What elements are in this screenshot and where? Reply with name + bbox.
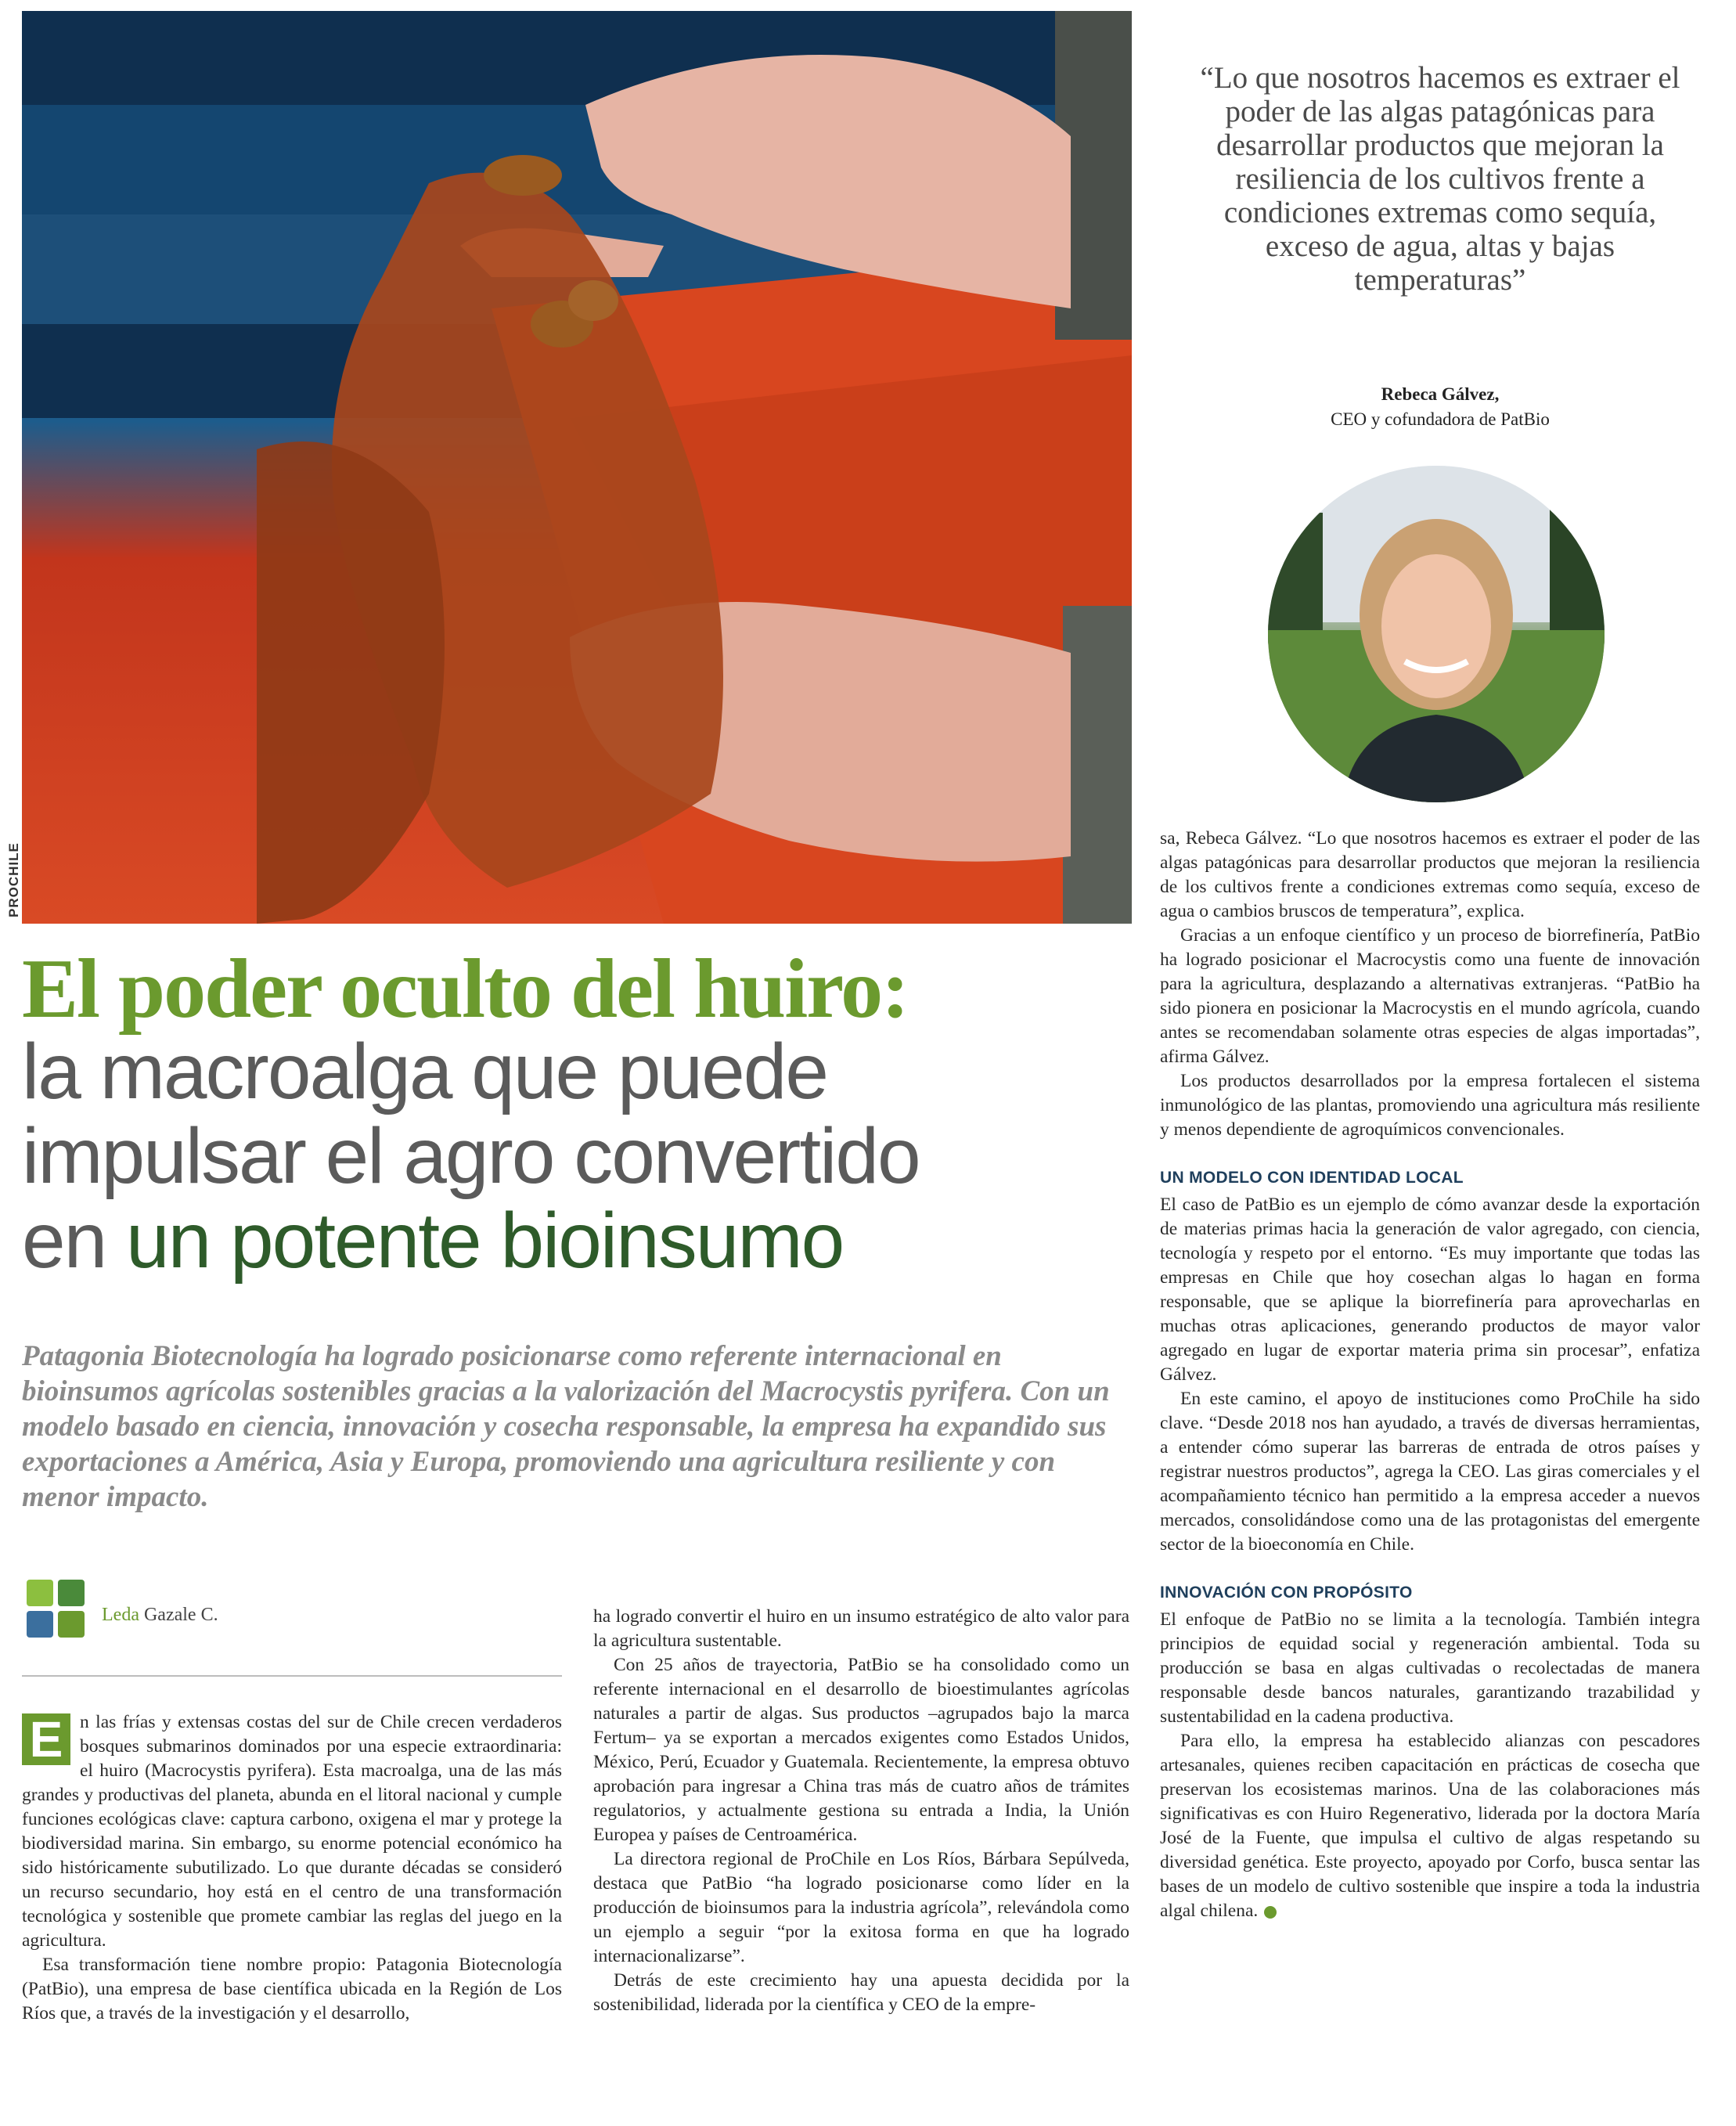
logo-square-icon [27, 1580, 53, 1606]
paragraph: Gracias a un enfoque científico y un proceso de biorrefinería, PatBio ha logrado posicionar el Macrocystis como una fuente de innovación para la agricultura, desplazando a alternativas extranjeras. “PatBio ha sido pionera en posicionar la Macrocystis en el mundo agrícola, cuando antes se recomendaban solamente otras especies de algas importadas”, afirma Gálvez. [1160, 925, 1700, 1067]
byline [102, 1605, 218, 1626]
paragraph: El enfoque de PatBio no se limita a la tecnología. También integra principios de equidad social y regeneración ambiental. Toda su producción se basa en algas cultivadas o recolectadas de manera responsable desde bancos naturales, garantizando trazabilidad y sustentabilidad en la cadena productiva. [1160, 1609, 1700, 1727]
portrait-illustration [1268, 466, 1605, 802]
paragraph-text: n las frías y extensas costas del sur de Chile crecen verdaderos bosques submarinos dominados por una especie extraordinaria: el huiro (Macrocystis pyrifera). Esta macroalga, una de las más grandes y productivas del planeta, abunda en el litoral nacional y cumple funciones ecológicas clave: captura carbono, oxigena el mar y protege la biodiversidad marina. Sin embargo, su enorme potencial económico ha sido históricamente subutilizado. Lo que durante décadas se consideró un recurso secundario, hoy está en el centro de una transformación tecnológica y sostenible que promete cambiar las reglas del juego en la agricultura. [22, 1712, 562, 1951]
dropcap: E [22, 1713, 70, 1765]
hero-photo [22, 11, 1132, 924]
headline-line-b: impulsar el agro convertido [22, 1112, 920, 1200]
byline-last: Gazale C. [143, 1605, 218, 1625]
headline-kicker: El poder oculto del huiro: [22, 942, 909, 1036]
logo-square-icon [58, 1611, 85, 1638]
paragraph: sa, Rebeca Gálvez. “Lo que nosotros hacemos es extraer el poder de las algas patagónicas para desarrollar productos que mejoran la resiliencia de los cultivos frente a condiciones extremas como sequía, exceso de agua o cambios bruscos de temperatura”, explica. [1160, 828, 1700, 921]
photo-credit: PROCHILE [6, 842, 21, 917]
quote-attribution [1182, 382, 1698, 432]
subheading: INNOVACIÓN CON PROPÓSITO [1160, 1584, 1413, 1602]
divider [22, 1675, 562, 1677]
pull-quote: “Lo que nosotros hacemos es extraer el poder de las algas patagónicas para desarrollar productos que mejoran la resiliencia de los cultivos frente a condiciones extremas como sequía, exceso de agua, altas y bajas temperaturas” [1200, 61, 1680, 297]
subheading: UN MODELO CON IDENTIDAD LOCAL [1160, 1169, 1464, 1187]
logo-square-icon [58, 1580, 85, 1606]
paragraph: La directora regional de ProChile en Los Ríos, Bárbara Sepúlveda, destaca que PatBio “ha logrado posicionarse como líder en la producción de bioinsumos para la industria agrícola”, relevándola como un ejemplo a seguir “por la exitosa forma en que ha logrado internacionalizarse”. [593, 1849, 1129, 1966]
section-logo-icon [27, 1580, 86, 1639]
paragraph: ha logrado convertir el huiro en un insumo estratégico de alto valor para la agricultura sustentable. [593, 1606, 1129, 1651]
paragraph-text: Para ello, la empresa ha establecido alianzas con pescadores artesanales, quienes reciben capacitación en prácticas de cosecha que preservan los ecosistemas marinos. Una de las colaboraciones más significativas es con Huiro Regenerativo, liderada por la doctora María José de la Fuente, que impulsa el cultivo de algas respetando su diversidad genética. Este proyecto, apoyado por Corfo, busca sentar las bases de un modelo de cultivo sostenible que inspire a toda la industria algal chilena. [1160, 1731, 1700, 1921]
quote-name: Rebeca Gálvez, [1381, 384, 1500, 404]
seaweed-hands-illustration [22, 11, 1132, 924]
paragraph: El caso de PatBio es un ejemplo de cómo avanzar desde la exportación de materias primas hacia la generación de valor agregado, con ciencia, tecnología y respeto por el entorno. “Es muy importante que todas las empresas en Chile que hoy cosechan algas lo hagan en forma responsable, que se aplique la biorrefinería para aprovecharlas en muchas otras aplicaciones, generando productos de mayor valor agregado en lugar de exportar materia prima sin procesar”, enfatiza Gálvez. [1160, 1195, 1700, 1385]
headline-highlight: un potente bioinsumo [126, 1197, 844, 1285]
body-column-2 [593, 1605, 1129, 2017]
quote-role: CEO y cofundadora de PatBio [1331, 409, 1550, 429]
lede: Patagonia Biotecnología ha logrado posicionarse como referente internacional en bioinsumos agrícolas sostenibles gracias a la valorización del Macrocystis pyrifera. Con un modelo basado en ciencia, innovación y cosecha responsable, la empresa ha expandido sus exportaciones a América, Asia y Europa, promoviendo una agricultura resiliente y con menor impacto. [22, 1340, 1110, 1513]
portrait-photo [1268, 466, 1605, 802]
body-column-1 [22, 1710, 562, 2026]
paragraph: Los productos desarrollados por la empresa fortalecen el sistema inmunológico de las plantas, promoviendo una agricultura más resiliente y menos dependiente de agroquímicos convencionales. [1160, 1071, 1700, 1140]
end-mark-icon [1264, 1906, 1277, 1919]
paragraph [22, 1710, 562, 1953]
logo-square-icon [27, 1611, 53, 1638]
byline-first: Leda [102, 1605, 139, 1625]
body-column-3 [1160, 827, 1700, 1923]
paragraph: Detrás de este crecimiento hay una apuesta decidida por la sostenibilidad, liderada por la científica y CEO de la empre- [593, 1970, 1129, 2015]
headline-main [22, 1029, 1118, 1283]
paragraph: Esa transformación tiene nombre propio: Patagonia Biotecnología (PatBio), una empresa de base científica ubicada en la Región de Los Ríos que, a través de la investigación y el desarrollo, [22, 1955, 562, 2023]
headline-line-c-prefix: en [22, 1197, 127, 1285]
paragraph [1160, 1729, 1700, 1923]
paragraph: En este camino, el apoyo de instituciones como ProChile ha sido clave. “Desde 2018 nos han ayudado, a través de diversas herramientas, a entender cómo superar las barreras de entrada de otros países y registrar nuestros productos”, agrega la CEO. Las giras comerciales y el acompañamiento técnico han permitido a la empresa acceder a nuevos mercados, consolidándose como una de las protagonistas del emergente sector de la bioeconomía en Chile. [1160, 1389, 1700, 1555]
headline-line-a: la macroalga que puede [22, 1028, 827, 1115]
paragraph: Con 25 años de trayectoria, PatBio se ha consolidado como un referente internacional en el desarrollo de bioestimulantes agrícolas naturales a partir de algas. Sus productos –agrupados bajo la marca Fertum– ya se exportan a mercados exigentes como Estados Unidos, México, Perú, Ecuador y Guatemala. Recientemente, la empresa obtuvo aprobación para ingresar a China tras más de cuatro años de trámites regulatorios, y actualmente gestiona su entrada a India, la Unión Europea y países de Centroamérica. [593, 1655, 1129, 1845]
